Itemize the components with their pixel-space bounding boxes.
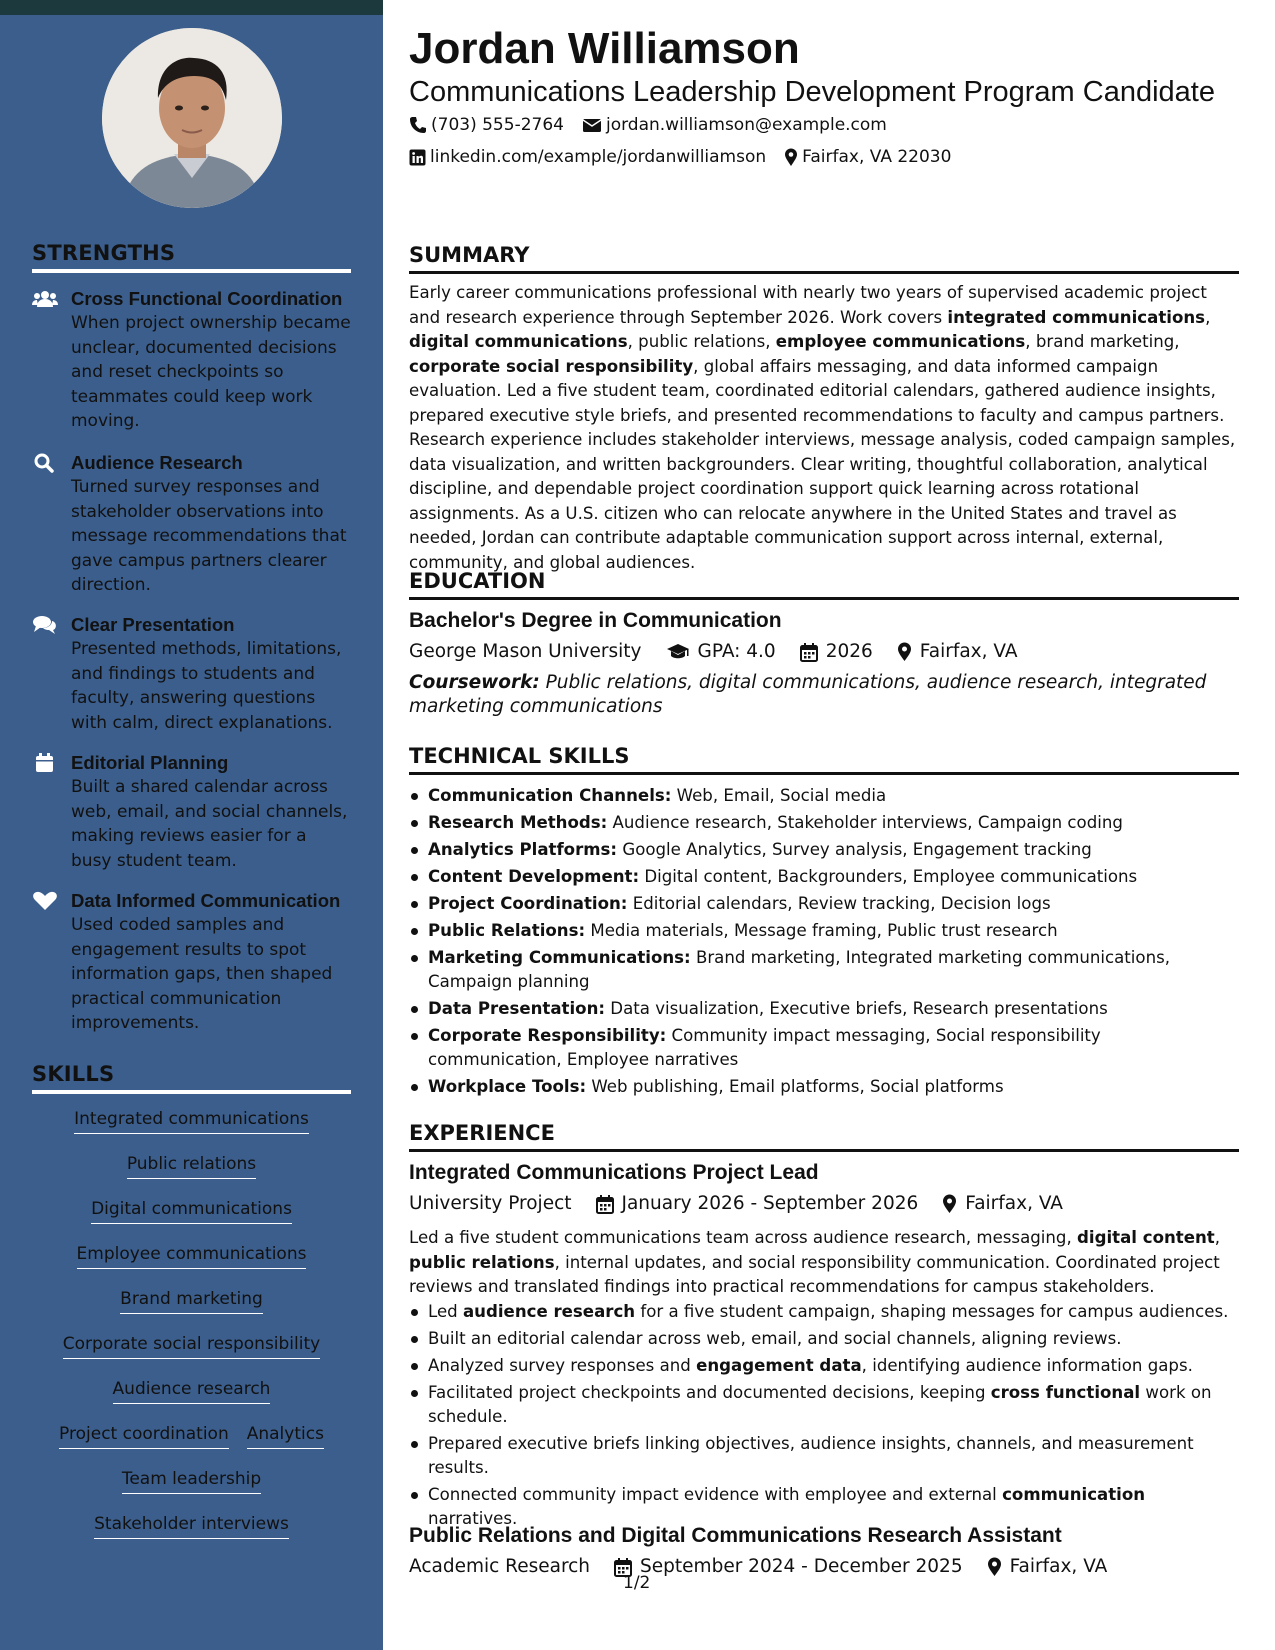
degree-title: Bachelor's Degree in Communication — [409, 609, 782, 632]
envelope-icon — [582, 117, 602, 133]
map-marker-icon — [784, 148, 798, 167]
job-bullet — [409, 1432, 1239, 1480]
technical-skill-item: Content Development: Digital content, Backgrounders, Employee communications — [409, 865, 1239, 889]
job-title: Public Relations and Digital Communications Research Assistant — [409, 1524, 1062, 1547]
skill-tag: Analytics — [247, 1423, 324, 1449]
skill-tag: Stakeholder interviews — [94, 1513, 289, 1539]
text-run: , — [1214, 1228, 1220, 1247]
strength-title: Cross Functional Coordination — [71, 288, 343, 309]
strength-title: Clear Presentation — [71, 614, 235, 635]
school-location: Fairfax, VA — [919, 641, 1018, 662]
technical-skill-item: Public Relations: Media materials, Message framing, Public trust research — [409, 919, 1239, 943]
location-contact — [784, 146, 951, 168]
technical-skill-item: Communication Channels: Web, Email, Social media — [409, 784, 1239, 808]
skill-tag: Brand marketing — [120, 1288, 263, 1314]
calendar-icon — [596, 1195, 614, 1214]
candidate-role: Communications Leadership Development Program Candidate — [409, 76, 1215, 108]
text-run: for a five student campaign, shaping messages for campus audiences. — [635, 1302, 1229, 1321]
job-bullet — [409, 1354, 1239, 1378]
job-bullets — [409, 1300, 1239, 1534]
strength-title: Editorial Planning — [71, 752, 229, 773]
job-organization: University Project — [409, 1193, 572, 1214]
heart-icon — [32, 891, 58, 911]
strength-title: Audience Research — [71, 452, 243, 473]
linkedin-icon — [409, 149, 426, 166]
job-meta — [409, 1192, 1063, 1216]
technical-skill-item: Data Presentation: Data visualization, Executive briefs, Research presentations — [409, 997, 1239, 1021]
strength-description: Built a shared calendar across web, email, and social channels, making reviews easier for a busy student team. — [71, 777, 348, 871]
text-run: , internal updates, and social responsibility communication. Coordinated project reviews and translated findings into practical recommendations for campus stakeholders. — [409, 1252, 1220, 1296]
emphasized-text: digital communications — [409, 332, 628, 351]
text-run: , public relations, — [627, 332, 776, 351]
education-meta — [409, 640, 1018, 664]
job-meta — [409, 1555, 1107, 1579]
email-text: jordan.williamson@example.com — [605, 115, 887, 135]
strength-item — [32, 287, 352, 434]
emphasized-text: employee communications — [775, 332, 1026, 351]
search-icon — [32, 453, 58, 473]
emphasized-text: communication — [1002, 1485, 1146, 1504]
job-intro — [409, 1226, 1239, 1300]
text-run: work on schedule. — [428, 1383, 1212, 1426]
profile-photo — [102, 28, 282, 208]
gpa-text: GPA: 4.0 — [697, 641, 776, 662]
text-run: Early career communications professional with nearly two years of supervised academic project and research experience through September 2026. Work covers — [409, 283, 1207, 327]
emphasized-text: integrated communications — [947, 307, 1206, 327]
strength-description: Presented methods, limitations, and findings to students and faculty, answering questions with calm, direct explanations. — [71, 639, 342, 733]
emphasized-text: cross functional — [990, 1383, 1141, 1402]
skill-tag: Digital communications — [91, 1198, 292, 1224]
text-run: , identifying audience information gaps. — [861, 1356, 1193, 1375]
job-location: Fairfax, VA — [1009, 1556, 1108, 1577]
experience-heading: EXPERIENCE — [409, 1120, 1239, 1152]
strength-title: Data Informed Communication — [71, 890, 341, 911]
map-marker-icon — [987, 1557, 1002, 1577]
calendar-icon — [32, 753, 58, 773]
text-run: Led a five student communications team across audience research, messaging, — [409, 1228, 1077, 1247]
linkedin-text: linkedin.com/example/jordanwilliamson — [430, 147, 767, 167]
strength-description: Turned survey responses and stakeholder observations into message recommendations that gave campus partners clearer direction. — [71, 477, 347, 595]
phone-contact[interactable] — [409, 114, 564, 136]
job-dates: September 2024 - December 2025 — [640, 1556, 963, 1577]
job-location: Fairfax, VA — [965, 1193, 1063, 1214]
text-run: Connected community impact evidence with employee and external — [428, 1485, 1003, 1504]
technical-skills-list — [409, 784, 1239, 1102]
graduation-cap-icon — [666, 643, 690, 661]
linkedin-contact[interactable] — [409, 146, 766, 168]
graduation-year: 2026 — [825, 641, 873, 662]
job-bullet — [409, 1300, 1239, 1324]
calendar-icon — [800, 643, 818, 662]
summary-text — [409, 281, 1239, 575]
skills-list — [32, 1108, 351, 1558]
candidate-name: Jordan Williamson — [409, 24, 800, 73]
job-title: Integrated Communications Project Lead — [409, 1161, 819, 1184]
emphasized-text: audience research — [462, 1302, 636, 1321]
text-run: Led — [428, 1302, 463, 1321]
strength-description: Used coded samples and engagement results to spot information gaps, then shaped practical communication improvements. — [71, 915, 333, 1033]
phone-text: (703) 555-2764 — [431, 115, 564, 135]
technical-skill-item: Marketing Communications: Brand marketing, Integrated marketing communications, Campaign planning — [409, 946, 1239, 994]
summary-heading: SUMMARY — [409, 242, 1239, 274]
technical-skill-item: Research Methods: Audience research, Stakeholder interviews, Campaign coding — [409, 811, 1239, 835]
text-run: Analyzed survey responses and — [428, 1356, 697, 1375]
skill-tag: Public relations — [127, 1153, 256, 1179]
emphasized-text: digital content — [1077, 1228, 1215, 1247]
location-text: Fairfax, VA 22030 — [802, 147, 952, 167]
contact-row — [409, 146, 951, 168]
technical-skill-item: Workplace Tools: Web publishing, Email platforms, Social platforms — [409, 1075, 1239, 1099]
text-run: Facilitated project checkpoints and documented decisions, keeping — [428, 1383, 991, 1402]
text-run: Built an editorial calendar across web, email, and social channels, aligning reviews. — [428, 1329, 1122, 1348]
map-marker-icon — [897, 642, 912, 662]
skill-tag: Project coordination — [59, 1423, 229, 1449]
strength-item — [32, 751, 352, 873]
map-marker-icon — [942, 1194, 957, 1214]
skill-tag: Integrated communications — [74, 1108, 309, 1134]
coursework-text: Public relations, digital communications, audience research, integrated marketing communications — [409, 672, 1207, 717]
technical-skills-heading: TECHNICAL SKILLS — [409, 743, 1239, 775]
text-run: narratives. — [428, 1509, 518, 1528]
users-icon — [32, 289, 58, 309]
skill-tag: Team leadership — [122, 1468, 261, 1494]
emphasized-text: corporate social responsibility — [409, 356, 694, 376]
technical-skill-item: Corporate Responsibility: Community impact messaging, Social responsibility communication, Employee narratives — [409, 1024, 1239, 1072]
technical-skill-item: Project Coordination: Editorial calendars, Review tracking, Decision logs — [409, 892, 1239, 916]
strengths-heading: STRENGTHS — [32, 241, 351, 273]
strength-item — [32, 889, 352, 1036]
skill-tag: Corporate social responsibility — [63, 1333, 320, 1359]
skill-tag: Employee communications — [77, 1243, 307, 1269]
text-run: , brand marketing, — [1025, 332, 1180, 351]
job-organization: Academic Research — [409, 1556, 591, 1577]
sidebar-top-accent-bar — [0, 0, 383, 15]
strength-item — [32, 451, 352, 598]
job-bullet — [409, 1381, 1239, 1429]
job-dates: January 2026 - September 2026 — [621, 1193, 919, 1214]
text-run: , — [1205, 307, 1211, 327]
skill-tag: Audience research — [113, 1378, 271, 1404]
phone-icon — [409, 116, 427, 134]
school-name: George Mason University — [409, 641, 642, 662]
technical-skill-item: Analytics Platforms: Google Analytics, Survey analysis, Engagement tracking — [409, 838, 1239, 862]
emphasized-text: engagement data — [696, 1356, 862, 1375]
text-run: , global affairs messaging, and data informed campaign evaluation. Led a five student team, coordinated editorial calendars, gathered audience insights, prepared executive style briefs, and presented recommendations to faculty and campus partners. Research experience includes stakeholder interviews, message analysis, coded campaign samples, data visualization, and written backgrounders. Clear writing, thoughtful collaboration, analytical discipline, and dependable project coordination support quick learning across rotational assignments. As a U.S. citizen who can relocate anywhere in the United States and travel as needed, Jordan can contribute adaptable communication support across internal, external, community, and global audiences. — [409, 356, 1236, 572]
coursework-label: Coursework: — [409, 672, 540, 693]
email-contact[interactable] — [582, 114, 887, 136]
education-heading: EDUCATION — [409, 568, 1239, 600]
contact-row — [409, 114, 887, 136]
page-number: 1/2 — [623, 1573, 651, 1593]
strength-item — [32, 613, 352, 735]
job-bullet — [409, 1327, 1239, 1351]
comments-icon — [32, 615, 58, 635]
text-run: Prepared executive briefs linking objectives, audience insights, channels, and measurement results. — [428, 1434, 1194, 1477]
emphasized-text: public relations — [409, 1252, 555, 1272]
skills-heading: SKILLS — [32, 1062, 351, 1094]
strength-description: When project ownership became unclear, documented decisions and reset checkpoints so teammates could keep work moving. — [71, 313, 351, 431]
coursework — [409, 671, 1239, 719]
